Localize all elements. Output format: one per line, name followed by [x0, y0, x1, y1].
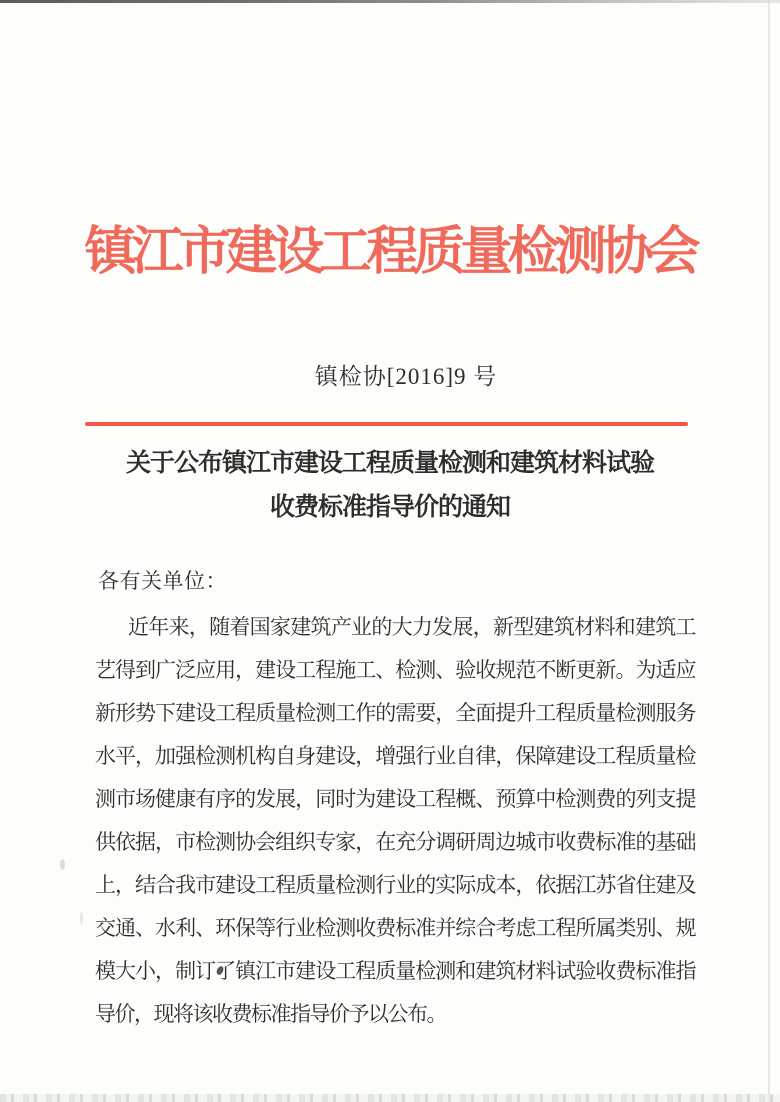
notice-title	[0, 442, 780, 530]
scan-smudge	[60, 859, 65, 870]
paragraph-line: 近年来，随着国家建筑产业的大力发展，新型建筑材料和建筑工	[128, 615, 695, 639]
notice-title-line1: 关于公布镇江市建设工程质量检测和建筑材料试验	[125, 450, 654, 477]
paragraph-line: 供依据，市检测协会组织专家，在充分调研周边城市收费标准的基础	[95, 830, 695, 854]
scan-smudge	[80, 912, 83, 925]
paragraph-line: 测市场健康有序的发展，同时为建设工程概、预算中检测费的列支提	[95, 787, 695, 811]
document-number: 镇检协[2016]9 号	[314, 364, 498, 389]
paragraph-line: 导价，现将该收费标准指导价予以公布。	[95, 1002, 446, 1026]
scan-artifact-right-edge	[768, 0, 770, 1102]
paragraph-line: 艺得到广泛应用，建设工程施工、检测、验收规范不断更新。为适应	[95, 658, 695, 682]
paragraph-line: 模大小，制订了镇江市建设工程质量检测和建筑材料试验收费标准指	[95, 959, 695, 983]
body-paragraph	[95, 606, 695, 1036]
organization-title: 镇江市建设工程质量检测协会	[84, 224, 696, 281]
scan-artifact-bottom-band	[0, 1094, 780, 1102]
paragraph-line: 交通、水利、环保等行业检测收费标准并综合考虑工程所属类别、规	[95, 916, 695, 940]
scan-artifact-top-edge	[0, 0, 780, 3]
paragraph-line: 上，结合我市建设工程质量检测行业的实际成本，依据江苏省住建及	[95, 873, 695, 897]
red-divider-rule	[85, 422, 688, 426]
paragraph-line: 新形势下建设工程质量检测工作的需要，全面提升工程质量检测服务	[95, 701, 695, 725]
salutation: 各有关单位：	[98, 569, 227, 593]
paragraph-line: 水平，加强检测机构自身建设，增强行业自律，保障建设工程质量检	[95, 744, 695, 768]
notice-title-line2: 收费标准指导价的通知	[269, 494, 510, 521]
